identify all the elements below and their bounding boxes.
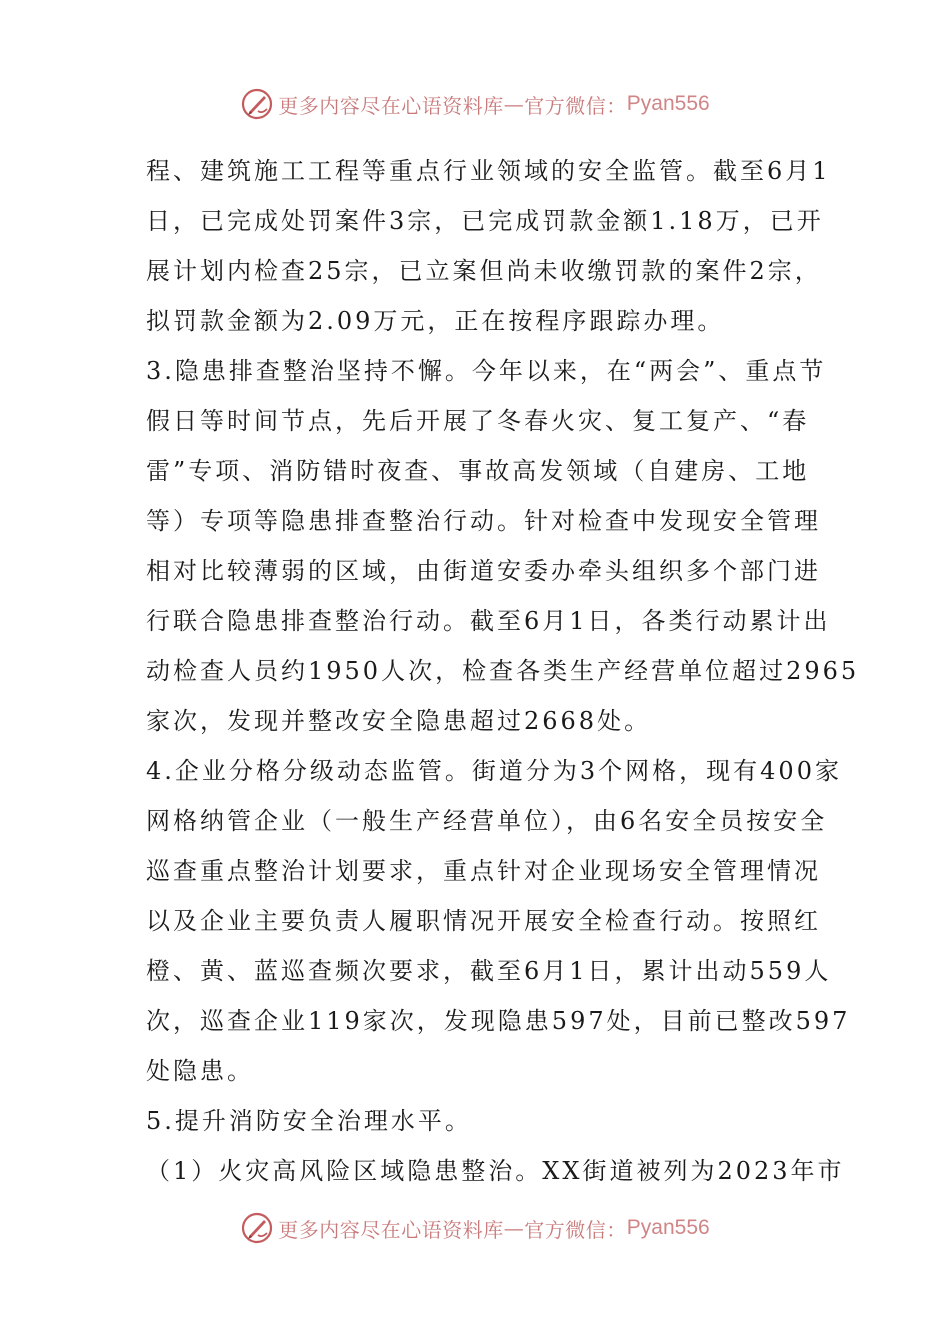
text-line [146, 896, 821, 946]
text-line [146, 946, 832, 996]
text-line [146, 296, 806, 346]
text-line-content: 假日等时间节点，先后开展了冬春火灾、复工复产、“春 [146, 407, 810, 435]
text-line [146, 696, 806, 746]
watermark-site-text: 更多内容尽在心语资料库 [278, 93, 504, 118]
text-line-content: 巡查重点整治计划要求，重点针对企业现场安全管理情况 [146, 857, 821, 885]
text-line-content: 雷”专项、消防错时夜查、事故高发领域（自建房、工地 [146, 457, 810, 485]
text-line [146, 596, 831, 646]
text-line-content: 日，已完成处罚案件3宗，已完成罚款金额1.18万，已开 [146, 207, 824, 235]
text-line [146, 246, 822, 296]
text-line-content: 5.提升消防安全治理水平。 [146, 1107, 472, 1135]
text-line [146, 546, 821, 596]
watermark-site-text: 更多内容尽在心语资料库 [278, 1217, 504, 1242]
text-line [146, 446, 810, 496]
header-watermark [0, 84, 950, 124]
text-line [146, 796, 828, 846]
text-line-content: 相对比较薄弱的区域，由街道安委办牵头组织多个部门进 [146, 557, 821, 585]
text-line-content: （1）火灾高风险区域隐患整治。XX街道被列为2023年市 [146, 1157, 845, 1185]
text-line-content: 处隐患。 [146, 1057, 254, 1085]
text-line-content: 以及企业主要负责人履职情况开展安全检查行动。按照红 [146, 907, 821, 935]
text-line [146, 496, 821, 546]
text-line-content: 展计划内检查25宗，已立案但尚未收缴罚款的案件2宗， [146, 257, 822, 285]
text-line [146, 846, 821, 896]
quill-logo-icon [240, 1211, 274, 1245]
document-body [146, 146, 860, 1196]
text-line-content: 橙、黄、蓝巡查频次要求，截至6月1日，累计出动559人 [146, 957, 832, 985]
text-line [146, 646, 860, 696]
watermark-official-label: 官方微信： [524, 93, 627, 118]
text-line [146, 1046, 806, 1096]
text-line [146, 1096, 806, 1146]
text-line-content: 网格纳管企业（一般生产经营单位），由6名安全员按安全 [146, 807, 828, 835]
text-line-content: 家次，发现并整改安全隐患超过2668处。 [146, 707, 652, 735]
watermark-separator: — [503, 92, 525, 116]
text-line-content: 行联合隐患排查整治行动。截至6月1日，各类行动累计出 [146, 607, 831, 635]
text-line-content: 拟罚款金额为2.09万元，正在按程序跟踪办理。 [146, 307, 725, 335]
text-line [146, 746, 842, 796]
watermark-official-label: 官方微信： [524, 1217, 627, 1242]
watermark-wechat-id: Pyan556 [626, 92, 710, 115]
quill-logo-icon [240, 87, 274, 121]
text-line-content: 3.隐患排查整治坚持不懈。今年以来，在“两会”、重点节 [146, 357, 827, 385]
text-line [146, 396, 810, 446]
text-line-content: 动检查人员约1950人次，检查各类生产经营单位超过2965 [146, 657, 860, 685]
text-line-content: 程、建筑施工工程等重点行业领域的安全监管。截至6月1 [146, 157, 831, 185]
text-line-content: 4.企业分格分级动态监管。街道分为3个网格，现有400家 [146, 757, 842, 785]
text-line [146, 1146, 845, 1196]
watermark-separator: — [503, 1216, 525, 1240]
text-line [146, 196, 824, 246]
watermark-wechat-id: Pyan556 [626, 1216, 710, 1239]
text-line [146, 996, 851, 1046]
text-line [146, 346, 827, 396]
text-line-content: 次，巡查企业119家次，发现隐患597处，目前已整改597 [146, 1007, 851, 1035]
text-line [146, 146, 831, 196]
text-line-content: 等）专项等隐患排查整治行动。针对检查中发现安全管理 [146, 507, 821, 535]
footer-watermark [0, 1208, 950, 1248]
